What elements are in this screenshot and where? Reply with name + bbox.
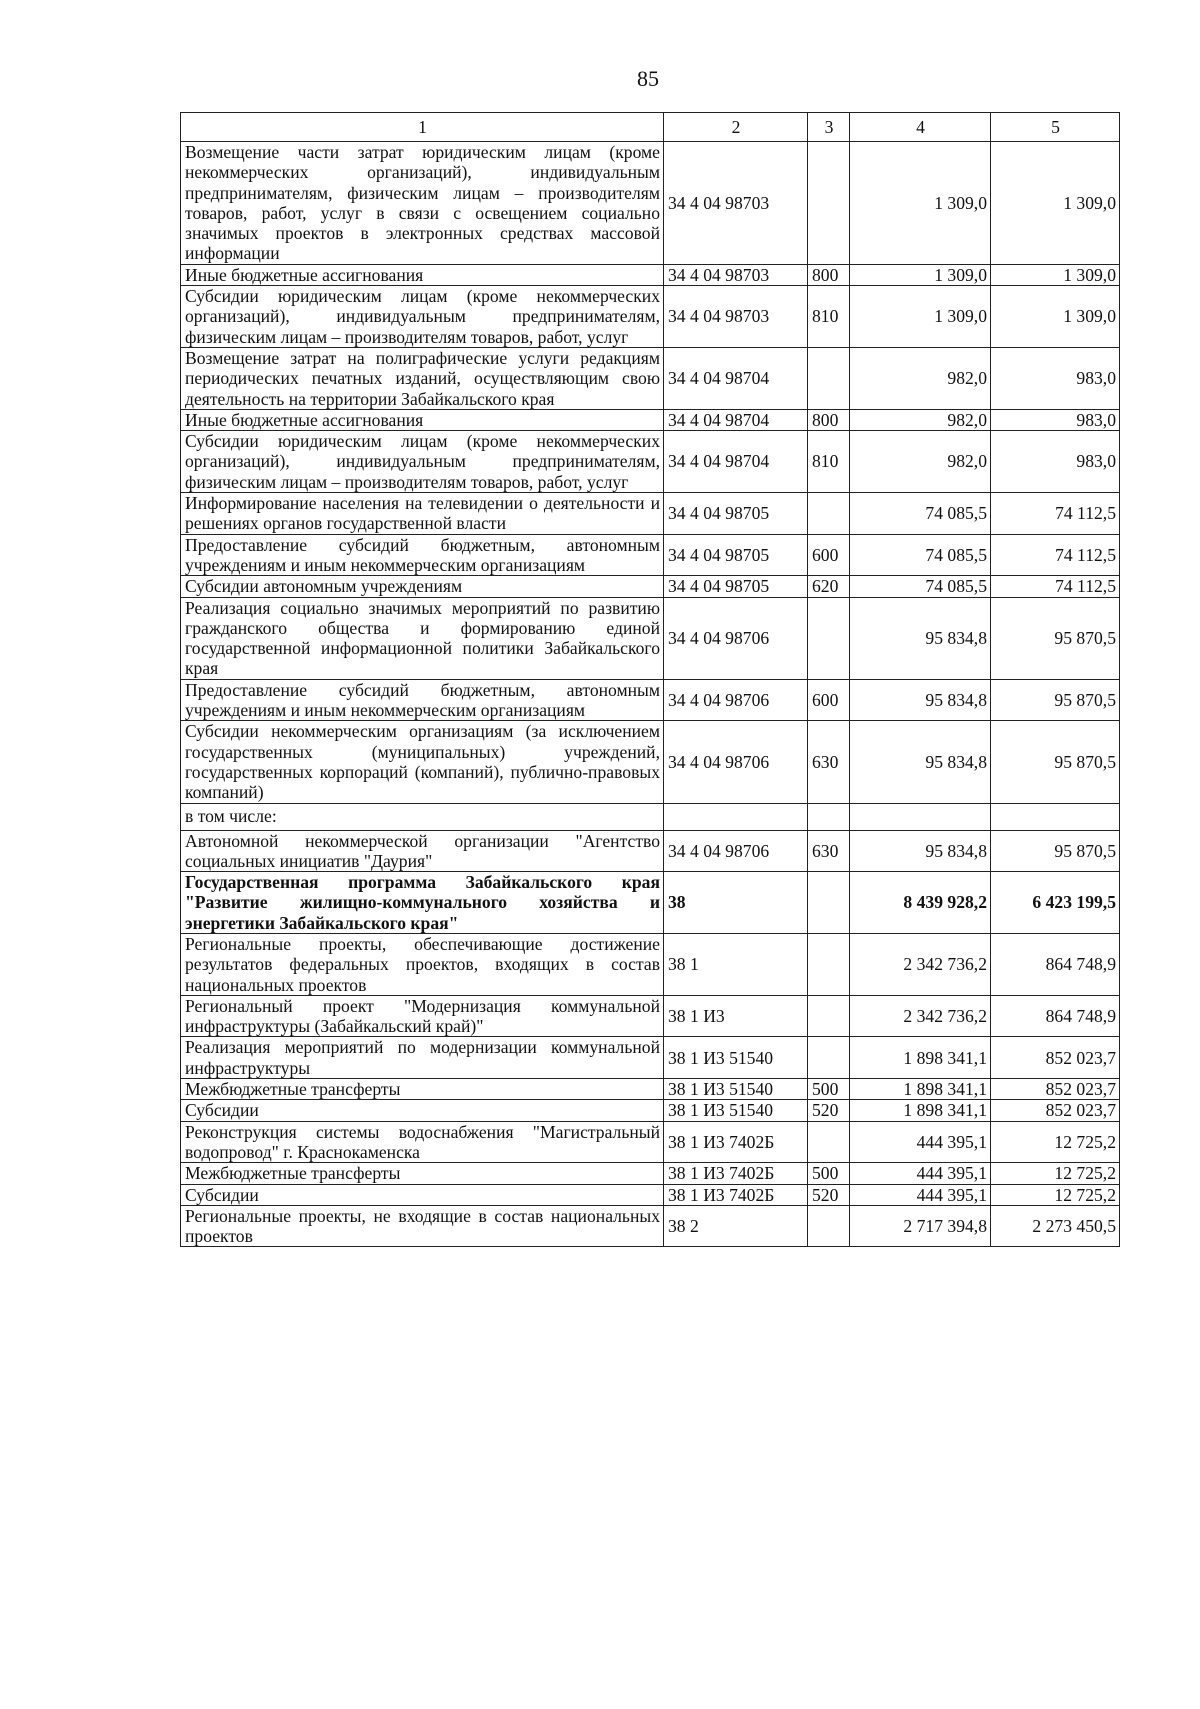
- row-sum-year-1-cell: 1 309,0: [850, 142, 991, 265]
- table-row: [181, 679, 1120, 721]
- row-name-cell: Региональные проекты, обеспечивающие достижение результатов федеральных проектов, входящих в состав национальных проектов: [181, 933, 664, 995]
- row-sum-year-2-cell: 1 309,0: [991, 264, 1120, 285]
- row-sum-year-1-cell: 2 342 736,2: [850, 995, 991, 1037]
- row-sum-year-1-cell: 2 342 736,2: [850, 933, 991, 995]
- row-code-cell: 38 1: [664, 933, 808, 995]
- table-row: [181, 721, 1120, 803]
- row-code-cell: 38 1 И3 51540: [664, 1079, 808, 1100]
- table-row: [181, 576, 1120, 597]
- row-sum-year-2-cell: 74 112,5: [991, 576, 1120, 597]
- row-expense-type-cell: 810: [808, 431, 850, 493]
- column-header-sum-year-1: 4: [850, 113, 991, 142]
- row-name-cell: Межбюджетные трансферты: [181, 1163, 664, 1184]
- row-code-cell: 34 4 04 98706: [664, 679, 808, 721]
- row-expense-type-cell: [808, 995, 850, 1037]
- row-name-cell: Информирование населения на телевидении о деятельности и решениях органов государственной власти: [181, 493, 664, 535]
- row-sum-year-1-cell: 1 898 341,1: [850, 1079, 991, 1100]
- row-sum-year-1-cell: 1 309,0: [850, 286, 991, 348]
- row-code-cell: 34 4 04 98704: [664, 409, 808, 430]
- row-sum-year-1-cell: 1 898 341,1: [850, 1100, 991, 1121]
- table-row: [181, 1205, 1120, 1247]
- row-code-cell: 38 1 И3 7402Б: [664, 1121, 808, 1163]
- column-header-sum-year-2: 5: [991, 113, 1120, 142]
- table-header-row: [181, 113, 1120, 142]
- row-sum-year-2-cell: 864 748,9: [991, 933, 1120, 995]
- row-name-cell: Субсидии: [181, 1184, 664, 1205]
- row-expense-type-cell: [808, 597, 850, 679]
- column-header-name: 1: [181, 113, 664, 142]
- row-sum-year-1-cell: 74 085,5: [850, 493, 991, 535]
- row-sum-year-2-cell: 852 023,7: [991, 1079, 1120, 1100]
- row-name-cell: Субсидии юридическим лицам (кроме некоммерческих организаций), индивидуальным предпринимателям, физическим лицам – производителям товаров, работ, услуг: [181, 286, 664, 348]
- row-name-cell: Иные бюджетные ассигнования: [181, 409, 664, 430]
- row-name-cell: Субсидии: [181, 1100, 664, 1121]
- row-name-cell: Возмещение затрат на полиграфические услуги редакциям периодических печатных изданий, осуществляющим свою деятельность на территории Забайкальского края: [181, 347, 664, 409]
- row-code-cell: 38 1 И3 7402Б: [664, 1163, 808, 1184]
- table-row: [181, 493, 1120, 535]
- row-sum-year-2-cell: 1 309,0: [991, 286, 1120, 348]
- row-sum-year-2-cell: 852 023,7: [991, 1037, 1120, 1079]
- row-code-cell: 34 4 04 98703: [664, 286, 808, 348]
- row-name-cell: Субсидии юридическим лицам (кроме некоммерческих организаций), индивидуальным предпринимателям, физическим лицам – производителям товаров, работ, услуг: [181, 431, 664, 493]
- row-expense-type-cell: 500: [808, 1079, 850, 1100]
- row-code-cell: 38 1 И3: [664, 995, 808, 1037]
- table-row: [181, 933, 1120, 995]
- row-expense-type-cell: [808, 142, 850, 265]
- row-sum-year-1-cell: 1 309,0: [850, 264, 991, 285]
- row-sum-year-1-cell: 2 717 394,8: [850, 1205, 991, 1247]
- table-row: [181, 1184, 1120, 1205]
- row-name-cell: Субсидии автономным учреждениям: [181, 576, 664, 597]
- row-code-cell: 34 4 04 98706: [664, 721, 808, 803]
- row-code-cell: [664, 803, 808, 830]
- row-name-cell: Межбюджетные трансферты: [181, 1079, 664, 1100]
- row-code-cell: 38 2: [664, 1205, 808, 1247]
- row-sum-year-2-cell: 983,0: [991, 347, 1120, 409]
- row-sum-year-1-cell: 1 898 341,1: [850, 1037, 991, 1079]
- row-code-cell: 34 4 04 98704: [664, 431, 808, 493]
- table-row: [181, 1079, 1120, 1100]
- row-name-cell: Автономной некоммерческой организации "Агентство социальных инициатив "Даурия": [181, 830, 664, 872]
- row-sum-year-2-cell: 983,0: [991, 431, 1120, 493]
- row-code-cell: 34 4 04 98705: [664, 493, 808, 535]
- row-sum-year-1-cell: 74 085,5: [850, 534, 991, 576]
- row-sum-year-1-cell: 8 439 928,2: [850, 872, 991, 934]
- table-row: [181, 264, 1120, 285]
- row-expense-type-cell: 520: [808, 1100, 850, 1121]
- row-name-cell: Субсидии некоммерческим организациям (за исключением государственных (муниципальных) учреждений, государственных корпораций (компаний), публично-правовых компаний): [181, 721, 664, 803]
- row-code-cell: 34 4 04 98705: [664, 534, 808, 576]
- table-row: [181, 431, 1120, 493]
- row-sum-year-1-cell: 95 834,8: [850, 830, 991, 872]
- row-expense-type-cell: 810: [808, 286, 850, 348]
- row-sum-year-2-cell: 6 423 199,5: [991, 872, 1120, 934]
- row-sum-year-2-cell: 12 725,2: [991, 1121, 1120, 1163]
- row-code-cell: 34 4 04 98706: [664, 597, 808, 679]
- row-sum-year-2-cell: 95 870,5: [991, 597, 1120, 679]
- row-sum-year-1-cell: [850, 803, 991, 830]
- row-name-cell: Государственная программа Забайкальского края "Развитие жилищно-коммунального хозяйства и энергетики Забайкальского края": [181, 872, 664, 934]
- row-sum-year-1-cell: 982,0: [850, 431, 991, 493]
- table-row: [181, 1163, 1120, 1184]
- row-expense-type-cell: 520: [808, 1184, 850, 1205]
- row-sum-year-2-cell: 12 725,2: [991, 1163, 1120, 1184]
- row-code-cell: 34 4 04 98704: [664, 347, 808, 409]
- row-sum-year-1-cell: 95 834,8: [850, 679, 991, 721]
- row-name-cell: в том числе:: [181, 803, 664, 830]
- row-expense-type-cell: 620: [808, 576, 850, 597]
- table-row: [181, 286, 1120, 348]
- table-row: [181, 409, 1120, 430]
- table-row: [181, 803, 1120, 830]
- row-expense-type-cell: [808, 803, 850, 830]
- row-name-cell: Региональные проекты, не входящие в состав национальных проектов: [181, 1205, 664, 1247]
- row-name-cell: Региональный проект "Модернизация коммунальной инфраструктуры (Забайкальский край)": [181, 995, 664, 1037]
- row-code-cell: 34 4 04 98703: [664, 264, 808, 285]
- table-body: [181, 142, 1120, 1247]
- row-name-cell: Иные бюджетные ассигнования: [181, 264, 664, 285]
- row-expense-type-cell: [808, 1121, 850, 1163]
- row-sum-year-1-cell: 444 395,1: [850, 1121, 991, 1163]
- row-expense-type-cell: 630: [808, 830, 850, 872]
- row-sum-year-2-cell: 864 748,9: [991, 995, 1120, 1037]
- row-sum-year-2-cell: 2 273 450,5: [991, 1205, 1120, 1247]
- table-row: [181, 534, 1120, 576]
- row-expense-type-cell: 500: [808, 1163, 850, 1184]
- column-header-expense-type: 3: [808, 113, 850, 142]
- budget-table: [180, 112, 1120, 1247]
- row-sum-year-2-cell: 95 870,5: [991, 830, 1120, 872]
- row-sum-year-2-cell: [991, 803, 1120, 830]
- row-expense-type-cell: [808, 933, 850, 995]
- row-code-cell: 38: [664, 872, 808, 934]
- row-sum-year-1-cell: 74 085,5: [850, 576, 991, 597]
- table-row: [181, 995, 1120, 1037]
- table-row: [181, 1100, 1120, 1121]
- table-row: [181, 872, 1120, 934]
- row-sum-year-1-cell: 95 834,8: [850, 721, 991, 803]
- row-name-cell: Предоставление субсидий бюджетным, автономным учреждениям и иным некоммерческим организациям: [181, 679, 664, 721]
- row-sum-year-2-cell: 74 112,5: [991, 534, 1120, 576]
- row-sum-year-2-cell: 95 870,5: [991, 721, 1120, 803]
- table-row: [181, 1121, 1120, 1163]
- column-header-code: 2: [664, 113, 808, 142]
- row-name-cell: Реконструкция системы водоснабжения "Магистральный водопровод" г. Краснокаменска: [181, 1121, 664, 1163]
- row-code-cell: 34 4 04 98703: [664, 142, 808, 265]
- row-expense-type-cell: 630: [808, 721, 850, 803]
- row-name-cell: Реализация мероприятий по модернизации коммунальной инфраструктуры: [181, 1037, 664, 1079]
- row-sum-year-1-cell: 444 395,1: [850, 1163, 991, 1184]
- row-code-cell: 34 4 04 98706: [664, 830, 808, 872]
- row-expense-type-cell: 600: [808, 679, 850, 721]
- row-expense-type-cell: 600: [808, 534, 850, 576]
- row-name-cell: Возмещение части затрат юридическим лицам (кроме некоммерческих организаций), индивидуальным предпринимателям, физическим лицам – производителям товаров, работ, услуг в связи с освещением социально значимых проектов в электронных средствах массовой информации: [181, 142, 664, 265]
- row-expense-type-cell: 800: [808, 264, 850, 285]
- table-row: [181, 830, 1120, 872]
- row-expense-type-cell: [808, 347, 850, 409]
- row-sum-year-1-cell: 444 395,1: [850, 1184, 991, 1205]
- row-sum-year-2-cell: 983,0: [991, 409, 1120, 430]
- row-sum-year-1-cell: 982,0: [850, 347, 991, 409]
- row-code-cell: 38 1 И3 7402Б: [664, 1184, 808, 1205]
- row-sum-year-2-cell: 852 023,7: [991, 1100, 1120, 1121]
- row-sum-year-2-cell: 12 725,2: [991, 1184, 1120, 1205]
- row-sum-year-1-cell: 982,0: [850, 409, 991, 430]
- row-sum-year-2-cell: 74 112,5: [991, 493, 1120, 535]
- row-name-cell: Реализация социально значимых мероприятий по развитию гражданского общества и формированию единой государственной информационной политики Забайкальского края: [181, 597, 664, 679]
- row-expense-type-cell: [808, 1037, 850, 1079]
- table-row: [181, 1037, 1120, 1079]
- table-row: [181, 142, 1120, 265]
- row-name-cell: Предоставление субсидий бюджетным, автономным учреждениям и иным некоммерческим организациям: [181, 534, 664, 576]
- table-row: [181, 597, 1120, 679]
- row-code-cell: 38 1 И3 51540: [664, 1100, 808, 1121]
- row-sum-year-2-cell: 95 870,5: [991, 679, 1120, 721]
- row-code-cell: 34 4 04 98705: [664, 576, 808, 597]
- row-code-cell: 38 1 И3 51540: [664, 1037, 808, 1079]
- row-expense-type-cell: 800: [808, 409, 850, 430]
- row-expense-type-cell: [808, 1205, 850, 1247]
- page-number: 85: [637, 66, 659, 91]
- row-sum-year-1-cell: 95 834,8: [850, 597, 991, 679]
- row-expense-type-cell: [808, 493, 850, 535]
- row-sum-year-2-cell: 1 309,0: [991, 142, 1120, 265]
- row-expense-type-cell: [808, 872, 850, 934]
- table-row: [181, 347, 1120, 409]
